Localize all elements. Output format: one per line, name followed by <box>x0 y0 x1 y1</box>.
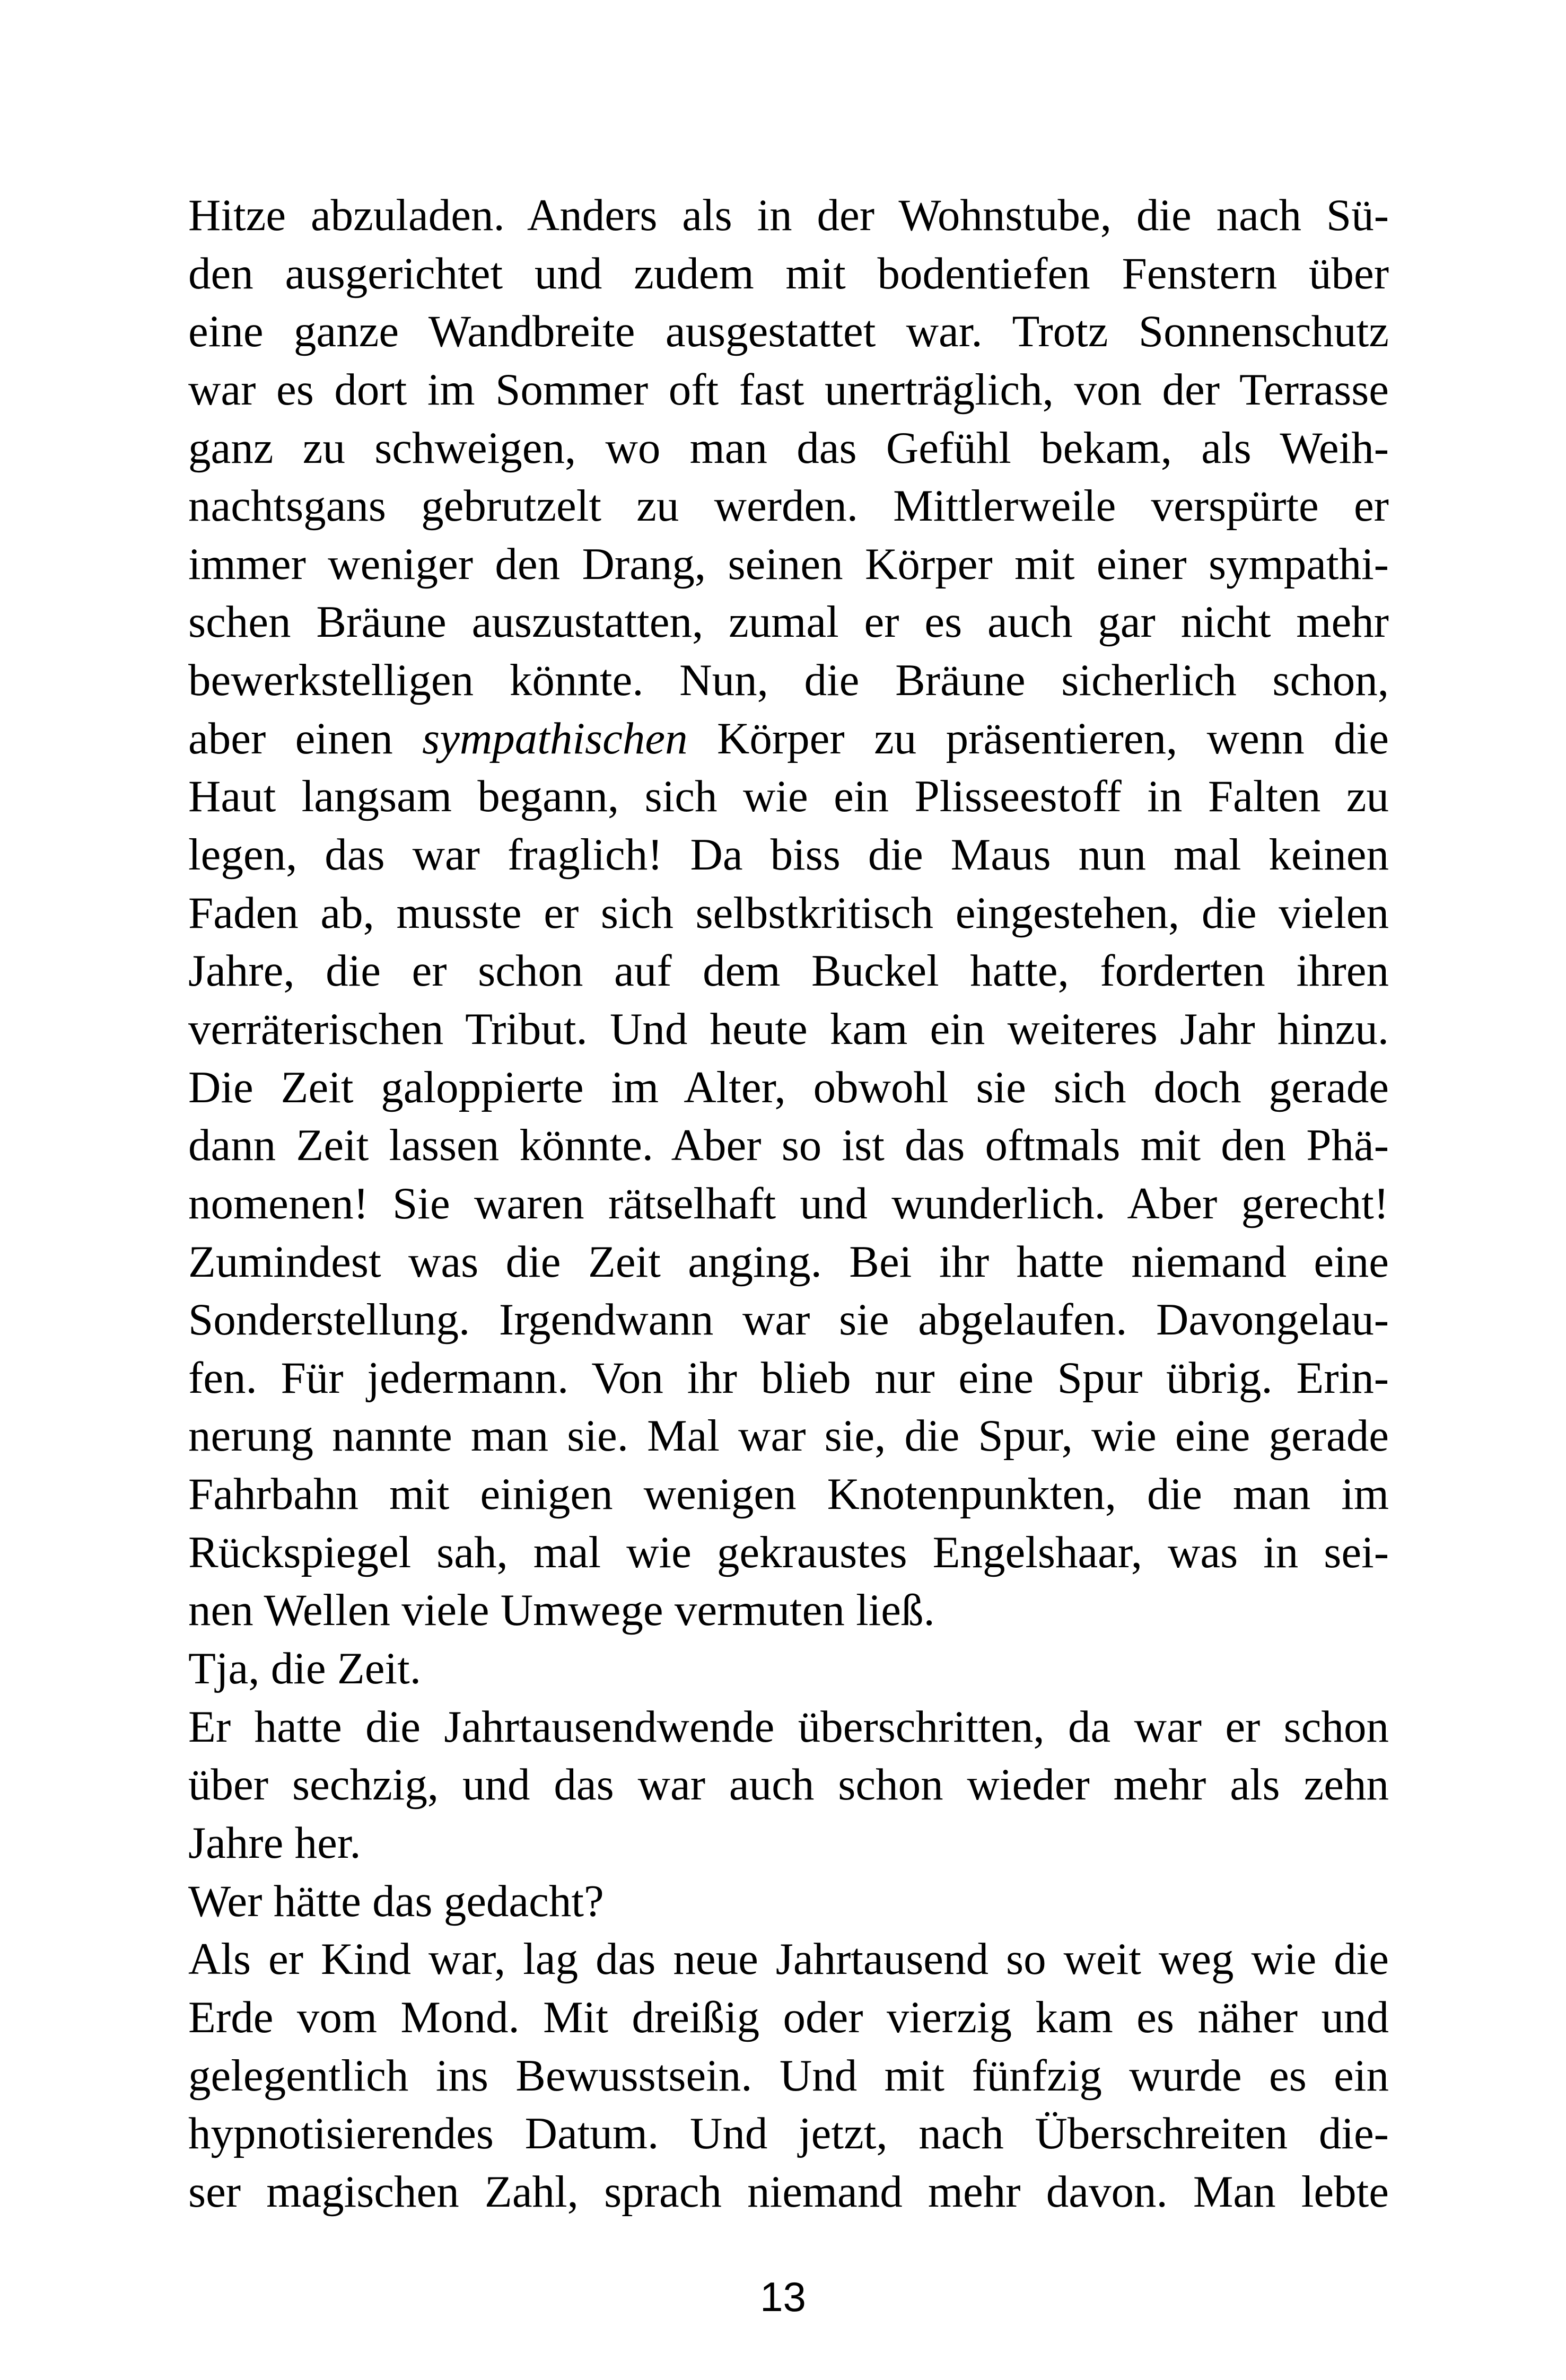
text-line: Als er Kind war, lag das neue Jahrtausend so weit weg wie die <box>188 1934 1389 1984</box>
text-line: war es dort im Sommer oft fast unerträglich, von der Terrasse <box>188 364 1389 415</box>
text-line: Sonderstellung. Irgendwann war sie abgelaufen. Davongelau- <box>188 1295 1389 1345</box>
text-line: Erde vom Mond. Mit dreißig oder vierzig kam es näher und <box>188 1992 1389 2042</box>
text-line: nomenen! Sie waren rätselhaft und wunderlich. Aber gerecht! <box>188 1178 1389 1228</box>
text-line: Faden ab, musste er sich selbstkritisch eingestehen, die vielen <box>188 888 1389 938</box>
text-line: Die Zeit galoppierte im Alter, obwohl sie sich doch gerade <box>188 1062 1389 1112</box>
text-line: Er hatte die Jahrtausendwende überschritten, da war er schon <box>188 1701 1389 1752</box>
paragraph <box>188 1698 1389 1873</box>
text-line: Jahre, die er schon auf dem Buckel hatte, forderten ihren <box>188 946 1389 996</box>
text-line: nachtsgans gebrutzelt zu werden. Mittlerweile verspürte er <box>188 481 1389 531</box>
text-line: dann Zeit lassen könnte. Aber so ist das oftmals mit den Phä- <box>188 1120 1389 1171</box>
text-line: über sechzig, und das war auch schon wieder mehr als zehn <box>188 1760 1389 1810</box>
text-line: ser magischen Zahl, sprach niemand mehr davon. Man lebte <box>188 2166 1389 2217</box>
text-line: Fahrbahn mit einigen wenigen Knotenpunkten, die man im <box>188 1469 1389 1520</box>
text-line: ganz zu schweigen, wo man das Gefühl bekam, als Weih- <box>188 423 1389 473</box>
text-line: immer weniger den Drang, seinen Körper mit einer sympathi- <box>188 539 1389 589</box>
text-line: Jahre her. <box>188 1817 361 1868</box>
text-line <box>188 710 1389 768</box>
text-line: fen. Für jedermann. Von ihr blieb nur eine Spur übrig. Erin- <box>188 1353 1389 1403</box>
paragraph <box>188 187 1389 1640</box>
emphasized-word: sympathischen <box>422 713 688 763</box>
text-segment: Körper zu präsentieren, wenn die <box>687 713 1389 763</box>
text-line: Wer hätte das gedacht? <box>188 1876 604 1926</box>
text-line: Haut langsam begann, sich wie ein Plisseestoff in Falten zu <box>188 771 1389 822</box>
text-line: hypnotisierendes Datum. Und jetzt, nach Überschreiten die- <box>188 2109 1389 2159</box>
text-line: den ausgerichtet und zudem mit bodentiefen Fenstern über <box>188 248 1389 298</box>
text-line: legen, das war fraglich! Da biss die Maus nun mal keinen <box>188 830 1389 880</box>
text-segment: aber einen <box>188 713 423 763</box>
paragraph <box>188 1873 1389 1931</box>
text-line: nerung nannte man sie. Mal war sie, die Spur, wie eine gerade <box>188 1411 1389 1461</box>
text-line: Tja, die Zeit. <box>188 1644 421 1694</box>
text-line: schen Bräune auszustatten, zumal er es auch gar nicht mehr <box>188 597 1389 647</box>
text-line: Hitze abzuladen. Anders als in der Wohnstube, die nach Sü- <box>188 190 1389 240</box>
paragraph <box>188 1930 1389 2221</box>
body-text <box>188 187 1389 2221</box>
text-line: gelegentlich ins Bewusstsein. Und mit fünfzig wurde es ein <box>188 2050 1389 2101</box>
text-line: bewerkstelligen könnte. Nun, die Bräune sicherlich schon, <box>188 655 1389 706</box>
paragraph <box>188 1640 1389 1698</box>
text-line: verräterischen Tribut. Und heute kam ein weiteres Jahr hinzu. <box>188 1004 1389 1054</box>
text-line: Zumindest was die Zeit anging. Bei ihr hatte niemand eine <box>188 1236 1389 1287</box>
text-line: eine ganze Wandbreite ausgestattet war. Trotz Sonnenschutz <box>188 306 1389 357</box>
page-number: 13 <box>760 2273 806 2320</box>
text-line: nen Wellen viele Umwege vermuten ließ. <box>188 1585 935 1636</box>
text-line: Rückspiegel sah, mal wie gekraustes Engelshaar, was in sei- <box>188 1527 1389 1577</box>
